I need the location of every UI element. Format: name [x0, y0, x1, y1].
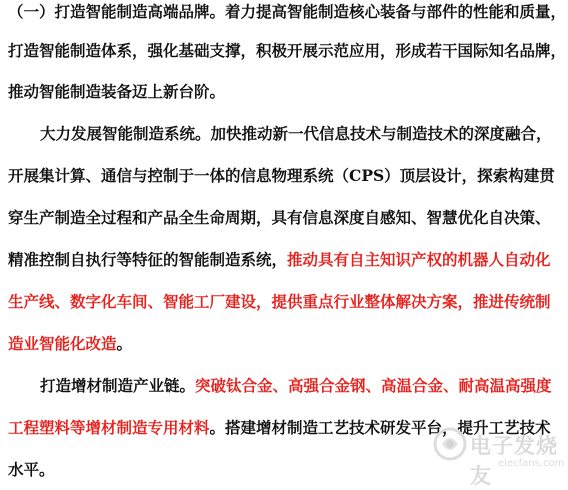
para1-line3	[8, 82, 225, 102]
text-run: 精准控制自执行等特征的智能制造系统，	[8, 250, 288, 269]
highlighted-text-run: 推动具有自主知识产权的机器人自动化	[287, 250, 551, 269]
highlighted-text-run: 突破钛合金、高强合金钢、高温合金、耐高温高强度	[195, 376, 552, 395]
para3-line1	[40, 376, 552, 396]
text-run: 。	[116, 334, 133, 353]
text-run: 开展集计算、通信与控制于一体的信息物理系统（CPS）顶层设计，探索构建贯	[8, 166, 555, 185]
text-run: 穿生产制造全过程和产品全生命周期，具有信息深度自感知、智慧优化自决策、	[8, 208, 551, 227]
text-run: 大力发展智能制造系统。加快推动新一代信息技术与制造技术的深度融合，	[40, 124, 552, 143]
text-run: 。搭建增材制造工艺技术研发平台，提升工艺技术	[209, 418, 551, 437]
highlighted-text-run: 生产线、数字化车间、智能工厂建设，提供重点行业整体解决方案，推进传统制	[8, 292, 551, 311]
watermark-text: 电子发烧友	[470, 434, 558, 488]
para2-line2	[8, 166, 555, 186]
watermark-subtext: elecfans.com	[498, 458, 565, 469]
para1-line2	[8, 41, 566, 61]
elecfans-logo-icon	[432, 426, 468, 462]
para1-line1	[8, 2, 566, 22]
text-run: （一）打造智能制造高端品牌。着力提高智能制造核心装备与部件的性能和质量，	[8, 2, 567, 21]
para2-line5	[8, 292, 551, 312]
text-run: 推动智能制造装备迈上新台阶。	[8, 82, 226, 101]
para2-line3	[8, 208, 551, 228]
text-run: 水平。	[8, 460, 55, 479]
highlighted-text-run: 工程塑料等增材制造专用材料	[8, 418, 210, 437]
para2-line1	[40, 124, 552, 144]
highlighted-text-run: 造业智能化改造	[8, 334, 117, 353]
para2-line6	[8, 334, 132, 354]
watermark	[432, 420, 565, 488]
text-run: 打造增材制造产业链。	[40, 376, 196, 395]
para2-line4	[8, 250, 551, 270]
text-run: 打造智能制造体系，强化基础支撑，积极开展示范应用，形成若干国际知名品牌，	[8, 41, 567, 60]
para3-line3	[8, 460, 55, 480]
